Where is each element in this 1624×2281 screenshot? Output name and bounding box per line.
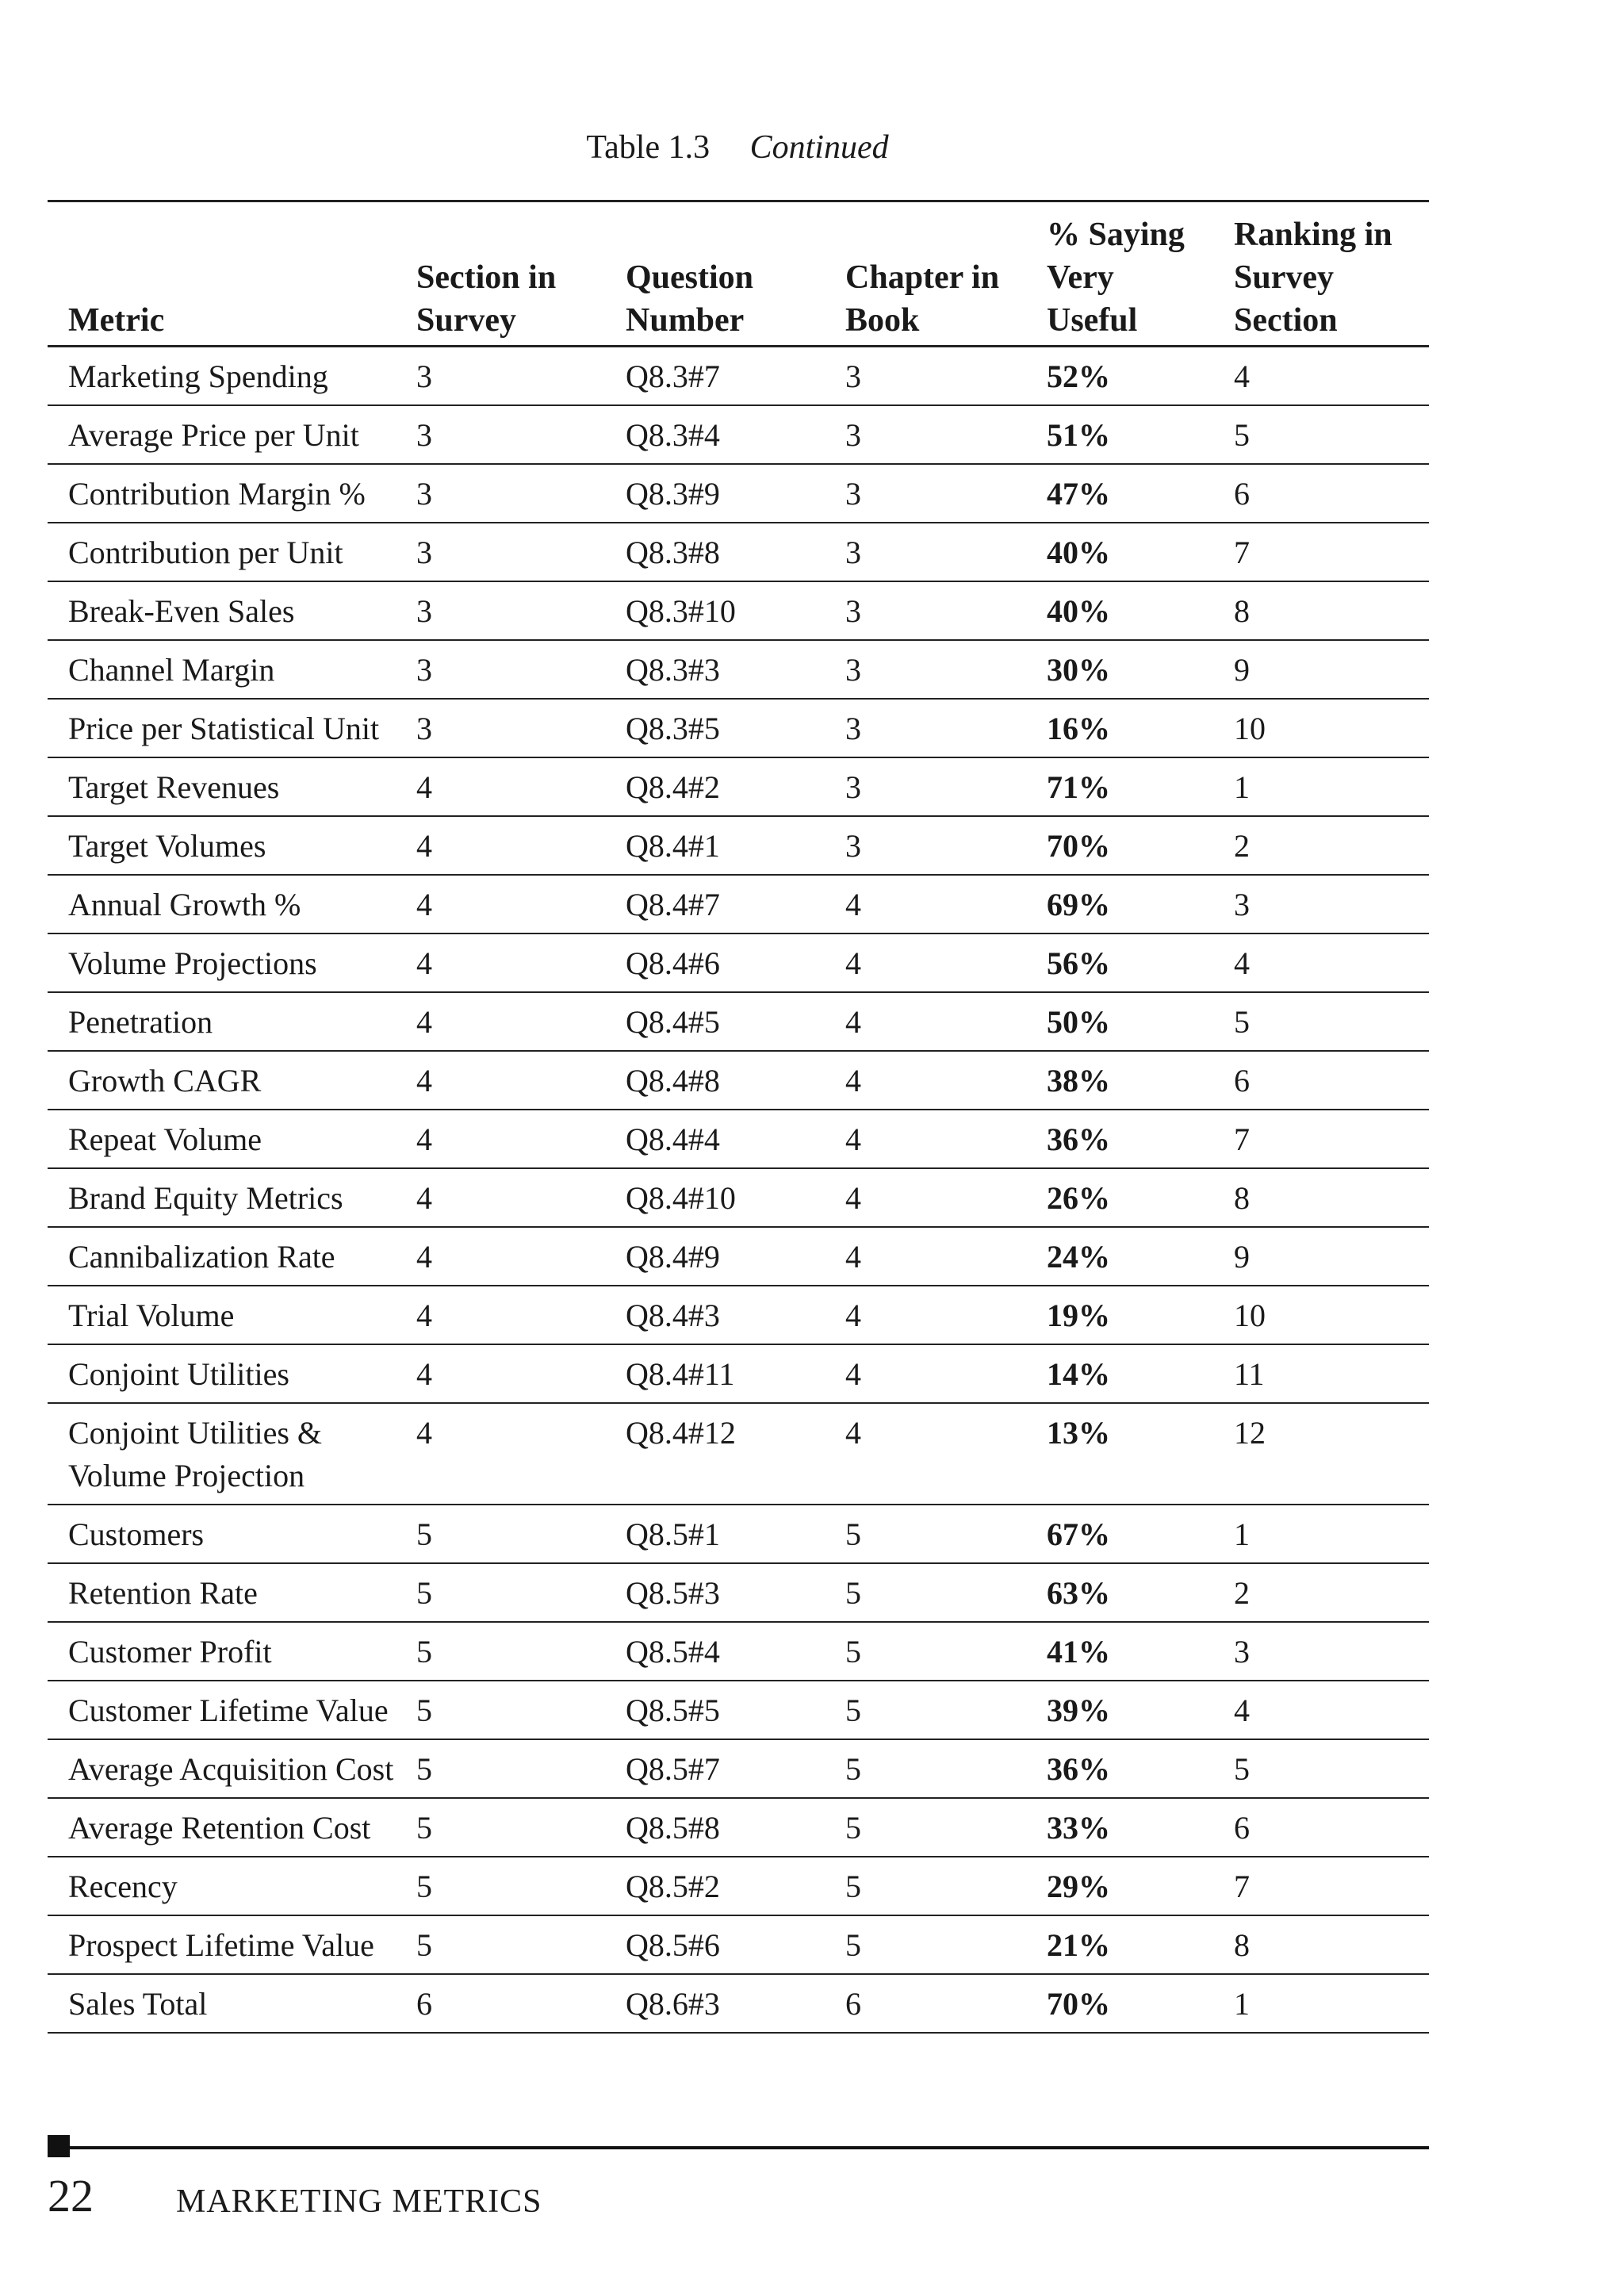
cell-metric: Target Volumes <box>68 828 266 864</box>
cell-metric: Cannibalization Rate <box>68 1239 335 1275</box>
cell-section: 4 <box>416 945 432 981</box>
cell-chapter: 4 <box>845 1298 861 1333</box>
header-question-number: Question Number <box>626 259 754 339</box>
cell-percent: 47% <box>1047 476 1110 512</box>
cell-question: Q8.4#5 <box>626 1004 720 1040</box>
table-row <box>48 523 1429 581</box>
table-caption-continued: Continued <box>749 129 889 166</box>
cell-rank: 11 <box>1234 1356 1265 1392</box>
cell-rank: 2 <box>1234 828 1250 864</box>
table-row <box>48 1286 1429 1344</box>
cell-question: Q8.3#9 <box>626 476 720 512</box>
cell-metric: Brand Equity Metrics <box>68 1180 343 1216</box>
cell-percent: 52% <box>1047 358 1110 394</box>
cell-question: Q8.3#8 <box>626 535 720 570</box>
table-row <box>48 640 1429 699</box>
cell-metric: Marketing Spending <box>68 358 328 394</box>
cell-question: Q8.4#6 <box>626 945 720 981</box>
cell-metric: Retention Rate <box>68 1575 258 1611</box>
table-row <box>48 992 1429 1051</box>
cell-chapter: 3 <box>845 652 861 688</box>
cell-chapter: 4 <box>845 1180 861 1216</box>
table-row <box>48 1505 1429 1563</box>
cell-rank: 5 <box>1234 1004 1250 1040</box>
cell-chapter: 3 <box>845 593 861 629</box>
table-row <box>48 816 1429 875</box>
cell-chapter: 5 <box>845 1751 861 1787</box>
cell-section: 4 <box>416 887 432 922</box>
cell-metric: Contribution Margin % <box>68 476 366 512</box>
cell-metric: Contribution per Unit <box>68 535 343 570</box>
cell-percent: 70% <box>1047 828 1110 864</box>
table-row <box>48 1915 1429 1974</box>
table-row <box>48 1403 1429 1505</box>
cell-percent: 16% <box>1047 711 1110 746</box>
table-row <box>48 405 1429 464</box>
cell-rank: 3 <box>1234 1634 1250 1670</box>
table-row <box>48 1974 1429 2033</box>
cell-percent: 19% <box>1047 1298 1110 1333</box>
footer-rule <box>48 2146 1429 2149</box>
cell-metric: Penetration <box>68 1004 213 1040</box>
cell-question: Q8.4#1 <box>626 828 720 864</box>
cell-rank: 5 <box>1234 1751 1250 1787</box>
cell-metric: Sales Total <box>68 1986 208 2022</box>
cell-metric: Target Revenues <box>68 769 280 805</box>
cell-rank: 12 <box>1234 1415 1266 1451</box>
cell-metric: Conjoint Utilities <box>68 1356 289 1392</box>
cell-chapter: 4 <box>845 1239 861 1275</box>
cell-percent: 24% <box>1047 1239 1110 1275</box>
cell-metric: Trial Volume <box>68 1298 235 1333</box>
cell-metric: Average Retention Cost <box>68 1810 371 1846</box>
cell-chapter: 5 <box>845 1516 861 1552</box>
cell-metric: Growth CAGR <box>68 1063 262 1098</box>
cell-section: 3 <box>416 417 432 453</box>
cell-percent: 26% <box>1047 1180 1110 1216</box>
cell-chapter: 3 <box>845 535 861 570</box>
cell-section: 3 <box>416 711 432 746</box>
cell-question: Q8.3#10 <box>626 593 736 629</box>
cell-metric: Price per Statistical Unit <box>68 711 380 746</box>
cell-percent: 29% <box>1047 1869 1110 1904</box>
cell-chapter: 5 <box>845 1634 861 1670</box>
cell-chapter: 3 <box>845 711 861 746</box>
table-row <box>48 464 1429 523</box>
cell-section: 5 <box>416 1810 432 1846</box>
table-row <box>48 1227 1429 1286</box>
cell-percent: 36% <box>1047 1121 1110 1157</box>
cell-metric: Recency <box>68 1869 178 1904</box>
cell-chapter: 4 <box>845 1063 861 1098</box>
cell-section: 4 <box>416 1415 432 1451</box>
header-ranking-in-section: Ranking in Survey Section <box>1234 217 1392 339</box>
cell-rank: 10 <box>1234 1298 1266 1333</box>
cell-rank: 2 <box>1234 1575 1250 1611</box>
table-row <box>48 1563 1429 1622</box>
cell-metric: Customer Lifetime Value <box>68 1693 389 1728</box>
cell-section: 5 <box>416 1927 432 1963</box>
cell-metric: Annual Growth % <box>68 887 301 922</box>
cell-rank: 7 <box>1234 1121 1250 1157</box>
cell-percent: 67% <box>1047 1516 1110 1552</box>
page-number: 22 <box>48 2170 94 2222</box>
cell-percent: 14% <box>1047 1356 1110 1392</box>
table-row <box>48 1168 1429 1227</box>
table-row <box>48 1857 1429 1915</box>
metrics-table <box>48 200 1429 2034</box>
cell-question: Q8.5#2 <box>626 1869 720 1904</box>
cell-section: 4 <box>416 1063 432 1098</box>
cell-chapter: 4 <box>845 1121 861 1157</box>
cell-metric: Channel Margin <box>68 652 275 688</box>
cell-chapter: 3 <box>845 358 861 394</box>
table-header-row <box>48 201 1429 347</box>
cell-section: 5 <box>416 1575 432 1611</box>
cell-chapter: 5 <box>845 1927 861 1963</box>
cell-question: Q8.4#4 <box>626 1121 720 1157</box>
cell-rank: 6 <box>1234 1063 1250 1098</box>
cell-question: Q8.5#3 <box>626 1575 720 1611</box>
cell-percent: 51% <box>1047 417 1110 453</box>
cell-section: 4 <box>416 769 432 805</box>
cell-chapter: 6 <box>845 1986 861 2022</box>
cell-question: Q8.5#5 <box>626 1693 720 1728</box>
header-metric: Metric <box>68 302 165 339</box>
table-row <box>48 347 1429 406</box>
cell-metric: Volume Projections <box>68 945 317 981</box>
table-body <box>48 347 1429 2034</box>
cell-section: 3 <box>416 593 432 629</box>
table-row <box>48 757 1429 816</box>
cell-section: 3 <box>416 535 432 570</box>
cell-percent: 56% <box>1047 945 1110 981</box>
cell-section: 3 <box>416 476 432 512</box>
table-caption-number: Table 1.3 <box>586 129 710 166</box>
table-row <box>48 1110 1429 1168</box>
cell-rank: 1 <box>1234 1986 1250 2022</box>
cell-metric: Break-Even Sales <box>68 593 295 629</box>
cell-chapter: 3 <box>845 828 861 864</box>
cell-chapter: 5 <box>845 1869 861 1904</box>
cell-rank: 1 <box>1234 1516 1250 1552</box>
cell-chapter: 4 <box>845 887 861 922</box>
cell-question: Q8.5#6 <box>626 1927 720 1963</box>
cell-section: 5 <box>416 1693 432 1728</box>
table-row <box>48 1681 1429 1739</box>
cell-section: 3 <box>416 652 432 688</box>
cell-percent: 63% <box>1047 1575 1110 1611</box>
cell-rank: 9 <box>1234 652 1250 688</box>
cell-chapter: 5 <box>845 1810 861 1846</box>
cell-chapter: 5 <box>845 1693 861 1728</box>
cell-percent: 21% <box>1047 1927 1110 1963</box>
cell-question: Q8.6#3 <box>626 1986 720 2022</box>
cell-percent: 38% <box>1047 1063 1110 1098</box>
cell-metric: Customers <box>68 1516 205 1552</box>
cell-percent: 30% <box>1047 652 1110 688</box>
cell-section: 4 <box>416 1121 432 1157</box>
cell-percent: 50% <box>1047 1004 1110 1040</box>
cell-chapter: 4 <box>845 1415 861 1451</box>
cell-section: 4 <box>416 1004 432 1040</box>
cell-rank: 4 <box>1234 1693 1250 1728</box>
cell-question: Q8.3#3 <box>626 652 720 688</box>
cell-rank: 7 <box>1234 535 1250 570</box>
cell-section: 5 <box>416 1516 432 1552</box>
cell-chapter: 3 <box>845 769 861 805</box>
cell-question: Q8.3#4 <box>626 417 720 453</box>
cell-question: Q8.4#3 <box>626 1298 720 1333</box>
cell-section: 6 <box>416 1986 432 2022</box>
cell-rank: 8 <box>1234 1180 1250 1216</box>
cell-rank: 1 <box>1234 769 1250 805</box>
cell-question: Q8.4#7 <box>626 887 720 922</box>
cell-question: Q8.4#11 <box>626 1356 735 1392</box>
cell-rank: 3 <box>1234 887 1250 922</box>
cell-percent: 13% <box>1047 1415 1110 1451</box>
cell-question: Q8.5#8 <box>626 1810 720 1846</box>
cell-question: Q8.3#7 <box>626 358 720 394</box>
cell-section: 4 <box>416 1180 432 1216</box>
cell-metric: Average Acquisition Cost <box>68 1751 394 1787</box>
cell-percent: 69% <box>1047 887 1110 922</box>
cell-chapter: 3 <box>845 417 861 453</box>
cell-question: Q8.4#10 <box>626 1180 736 1216</box>
cell-question: Q8.5#7 <box>626 1751 720 1787</box>
cell-percent: 40% <box>1047 535 1110 570</box>
cell-metric: Average Price per Unit <box>68 417 359 453</box>
cell-percent: 39% <box>1047 1693 1110 1728</box>
table-row <box>48 581 1429 640</box>
cell-question: Q8.4#2 <box>626 769 720 805</box>
cell-rank: 10 <box>1234 711 1266 746</box>
cell-rank: 9 <box>1234 1239 1250 1275</box>
cell-chapter: 4 <box>845 1004 861 1040</box>
cell-metric: Prospect Lifetime Value <box>68 1927 374 1963</box>
cell-rank: 7 <box>1234 1869 1250 1904</box>
cell-section: 4 <box>416 1356 432 1392</box>
cell-section: 4 <box>416 1239 432 1275</box>
cell-chapter: 4 <box>845 945 861 981</box>
table-row <box>48 1051 1429 1110</box>
cell-metric: Customer Profit <box>68 1634 272 1670</box>
cell-rank: 8 <box>1234 593 1250 629</box>
cell-percent: 40% <box>1047 593 1110 629</box>
table-row <box>48 1798 1429 1857</box>
table-row <box>48 1344 1429 1403</box>
cell-section: 5 <box>416 1751 432 1787</box>
cell-question: Q8.5#1 <box>626 1516 720 1552</box>
cell-percent: 36% <box>1047 1751 1110 1787</box>
table-row <box>48 875 1429 933</box>
cell-chapter: 4 <box>845 1356 861 1392</box>
table-row <box>48 1739 1429 1798</box>
cell-metric: Repeat Volume <box>68 1121 262 1157</box>
cell-percent: 33% <box>1047 1810 1110 1846</box>
cell-percent: 71% <box>1047 769 1110 805</box>
cell-rank: 4 <box>1234 358 1250 394</box>
header-section-in-survey: Section in Survey <box>416 259 557 339</box>
table-row <box>48 699 1429 757</box>
cell-question: Q8.4#9 <box>626 1239 720 1275</box>
cell-section: 3 <box>416 358 432 394</box>
table-row <box>48 933 1429 992</box>
cell-rank: 6 <box>1234 1810 1250 1846</box>
cell-question: Q8.3#5 <box>626 711 720 746</box>
cell-section: 4 <box>416 828 432 864</box>
cell-metric: Conjoint Utilities & Volume Projection <box>68 1415 323 1493</box>
cell-section: 5 <box>416 1869 432 1904</box>
header-percent-very-useful: % Saying Very Useful <box>1047 217 1185 339</box>
cell-question: Q8.4#8 <box>626 1063 720 1098</box>
cell-rank: 4 <box>1234 945 1250 981</box>
cell-rank: 5 <box>1234 417 1250 453</box>
cell-chapter: 5 <box>845 1575 861 1611</box>
cell-section: 4 <box>416 1298 432 1333</box>
cell-question: Q8.4#12 <box>626 1415 736 1451</box>
cell-section: 5 <box>416 1634 432 1670</box>
cell-percent: 70% <box>1047 1986 1110 2022</box>
running-title: MARKETING METRICS <box>176 2183 542 2220</box>
cell-rank: 8 <box>1234 1927 1250 1963</box>
cell-percent: 41% <box>1047 1634 1110 1670</box>
table-row <box>48 1622 1429 1681</box>
cell-question: Q8.5#4 <box>626 1634 720 1670</box>
cell-rank: 6 <box>1234 476 1250 512</box>
cell-chapter: 3 <box>845 476 861 512</box>
header-chapter-in-book: Chapter in Book <box>845 259 1000 339</box>
table-caption <box>0 125 1475 170</box>
